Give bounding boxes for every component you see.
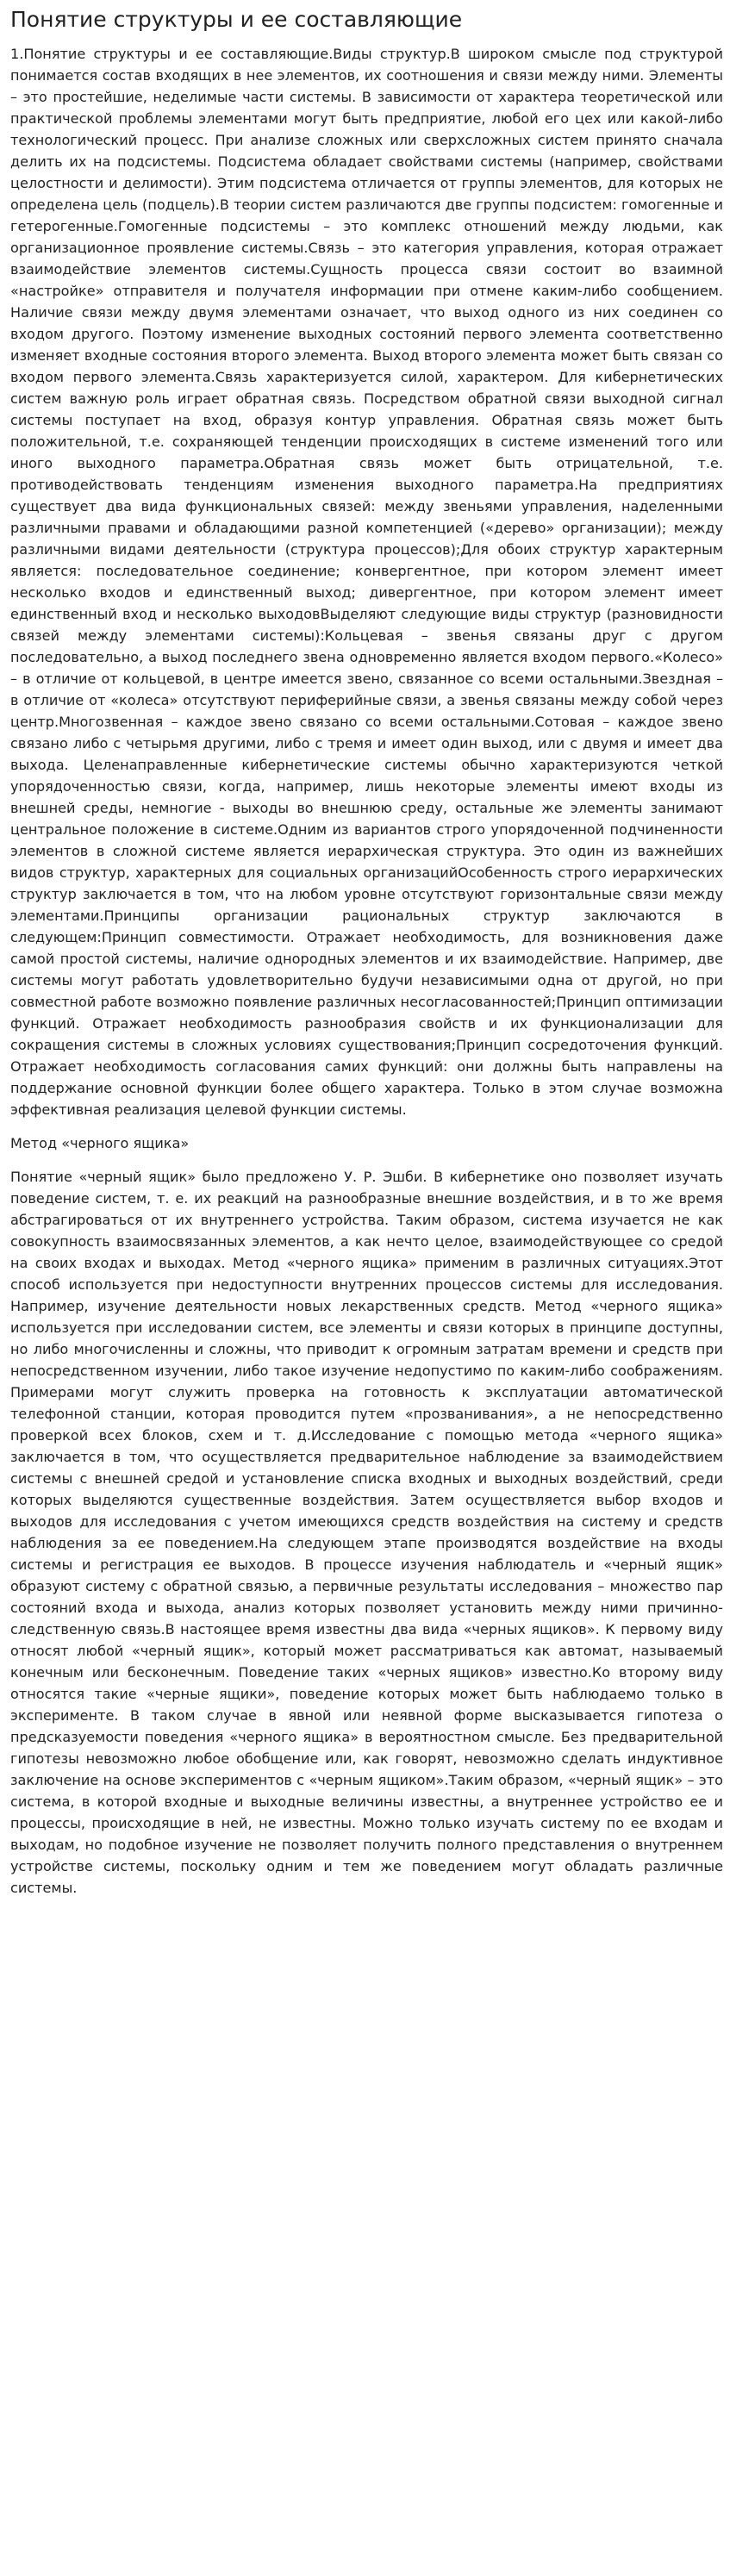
- structure-paragraph: 1.Понятие структуры и ее составляющие.Виды структур.В широком смысле под структурой понимается состав входящих в нее элементов, их соотношения и связи между ними. Элементы – это простейшие, неделимые части системы. В зависимости от характера теоретической или практической проблемы элементами могут быть предприятие, любой его цех или какой-либо технологический процесс. При анализе сложных или сверхсложных систем принято сначала делить их на подсистемы. Подсистема обладает свойствами системы (например, свойствами целостности и делимости). Этим подсистема отличается от группы элементов, для которых не определена цель (подцель).В теории систем различаются две группы подсистем: гомогенные и гетерогенные.Гомогенные подсистемы – это комплекс отношений между людьми, как организационное проявление системы.Связь – это категория управления, которая отражает взаимодействие элементов системы.Сущность процесса связи состоит во взаимной «настройке» отправителя и получателя информации при отмене каким-либо сообщением. Наличие связи между двумя элементами означает, что выход одного из них соединен со входом другого. Поэтому изменение выходных состояний первого элемента соответственно изменяет входные состояния второго элемента. Выход второго элемента может быть связан со входом первого элемента.Связь характеризуется силой, характером. Для кибернетических систем важную роль играет обратная связь. Посредством обратной связи выходной сигнал системы поступает на вход, образуя контур управления. Обратная связь может быть положительной, т.е. сохраняющей тенденции происходящих в системе изменений того или иного выходного параметра.Обратная связь может быть отрицательной, т.е. противодействовать тенденциям изменения выходного параметра.На предприятиях существует два вида функциональных связей: между звеньями управления, наделенными различными правами и обладающими разной компетенцией («дерево» организации); между различными видами деятельности (структура процессов);Для обоих структур характерным является: последовательное соединение; конвергентное, при котором элемент имеет несколько входов и единственный выход; дивергентное, при котором элемент имеет единственный вход и несколько выходовВыделяют следующие виды структур (разновидности связей между элементами системы):Кольцевая – звенья связаны друг с другом последовательно, а выход последнего звена одновременно является входом первого.«Колесо» – в отличие от кольцевой, в центре имеется звено, связанное со всеми остальными.Звездная – в отличие от «колеса» отсутствуют периферийные связи, а звенья связаны между собой через центр.Многозвенная – каждое звено связано со всеми остальными.Сотовая – каждое звено связано либо с четырьмя другими, либо с тремя и имеет один выход, или с двумя и имеет два выхода. Целенаправленные кибернетические системы обычно характеризуются четкой упорядоченностью связи, когда, например, лишь некоторые элементы имеют входы из внешней среды, немногие - выходы во внешнюю среду, остальные же элементы занимают центральное положение в системе.Одним из вариантов строго упорядоченной подчиненности элементов в сложной системе является иерархическая структура. Это один из важнейших видов структур, характерных для социальных организацийОсобенность строго иерархических структур заключается в том, что на любом уровне отсутствуют горизонтальные связи между элементами.Принципы организации рациональных структур заключаются в следующем:Принцип совместимости. Отражает необходимость, для возникновения даже самой простой системы, наличие однородных элементов и их взаимодействие. Например, две системы могут работать удовлетворительно будучи независимыми одна от другой, но при совместной работе возможно появление различных несогласованностей;Принцип оптимизации функций. Отражает необходимость разнообразия свойств и их функционализации для сокращения системы в сложных условиях существования;Принцип сосредоточения функций. Отражает необходимость согласования самих функций: они должны быть направлены на поддержание основной функции более общего характера. Только в этом случае возможна эффективная реализация целевой функции системы.: [10, 46, 723, 1118]
- black-box-paragraph: Понятие «черный ящик» было предложено У. Р. Эшби. В кибернетике оно позволяет изучать поведение систем, т. е. их реакций на разнообразные внешние воздействия, и в то же время абстрагироваться от их внутреннего устройства. Таким образом, система изучается не как совокупность взаимосвязанных элементов, а как нечто целое, взаимодействующее со средой на своих входах и выходах. Метод «черного ящика» применим в различных ситуациях.Этот способ используется при недоступности внутренних процессов системы для исследования. Например, изучение деятельности новых лекарственных средств. Метод «черного ящика» используется при исследовании систем, все элементы и связи которых в принципе доступны, но либо многочисленны и сложны, что приводит к огромным затратам времени и средств при непосредственном изучении, либо такое изучение недопустимо по каким-либо соображениям. Примерами могут служить проверка на готовность к эксплуатации автоматической телефонной станции, которая проводится путем «прозванивания», а не непосредственно проверкой всех блоков, схем и т. д.Исследование с помощью метода «черного ящика» заключается в том, что осуществляется предварительное наблюдение за взаимодействием системы с внешней средой и установление списка входных и выходных воздействий, среди которых выделяются существенные воздействия. Затем осуществляется выбор входов и выходов для исследования с учетом имеющихся средств воздействия на систему и средств наблюдения за ее поведением.На следующем этапе производятся воздействие на входы системы и регистрация ее выходов. В процессе изучения наблюдатель и «черный ящик» образуют систему с обратной связью, а первичные результаты исследования – множество пар состояний входа и выхода, анализ которых позволяет установить между ними причинно-следственную связь.В настоящее время известны два вида «черных ящиков». К первому виду относят любой «черный ящик», который может рассматриваться как автомат, называемый конечным или бесконечным. Поведение таких «черных ящиков» известно.Ко второму виду относятся такие «черные ящики», поведение которых может быть наблюдаемо только в эксперименте. В таком случае в явной или неявной форме высказывается гипотеза о предсказуемости поведения «черного ящика» в вероятностном смысле. Без предварительной гипотезы невозможно любое обобщение или, как говорят, невозможно сделать индуктивное заключение на основе экспериментов с «черным ящиком».Таким образом, «черный ящик» – это система, в которой входные и выходные величины известны, а внутреннее устройство ее и процессы, происходящие в ней, не известны. Можно только изучать систему по ее входам и выходам, но подобное изучение не позволяет получить полного представления о внутреннем устройстве системы, поскольку одним и тем же поведением могут обладать различные системы.: [10, 1169, 723, 1896]
- black-box-heading: Метод «черного ящика»: [10, 1135, 190, 1151]
- page-title: Понятие структуры и ее составляющие: [10, 7, 463, 32]
